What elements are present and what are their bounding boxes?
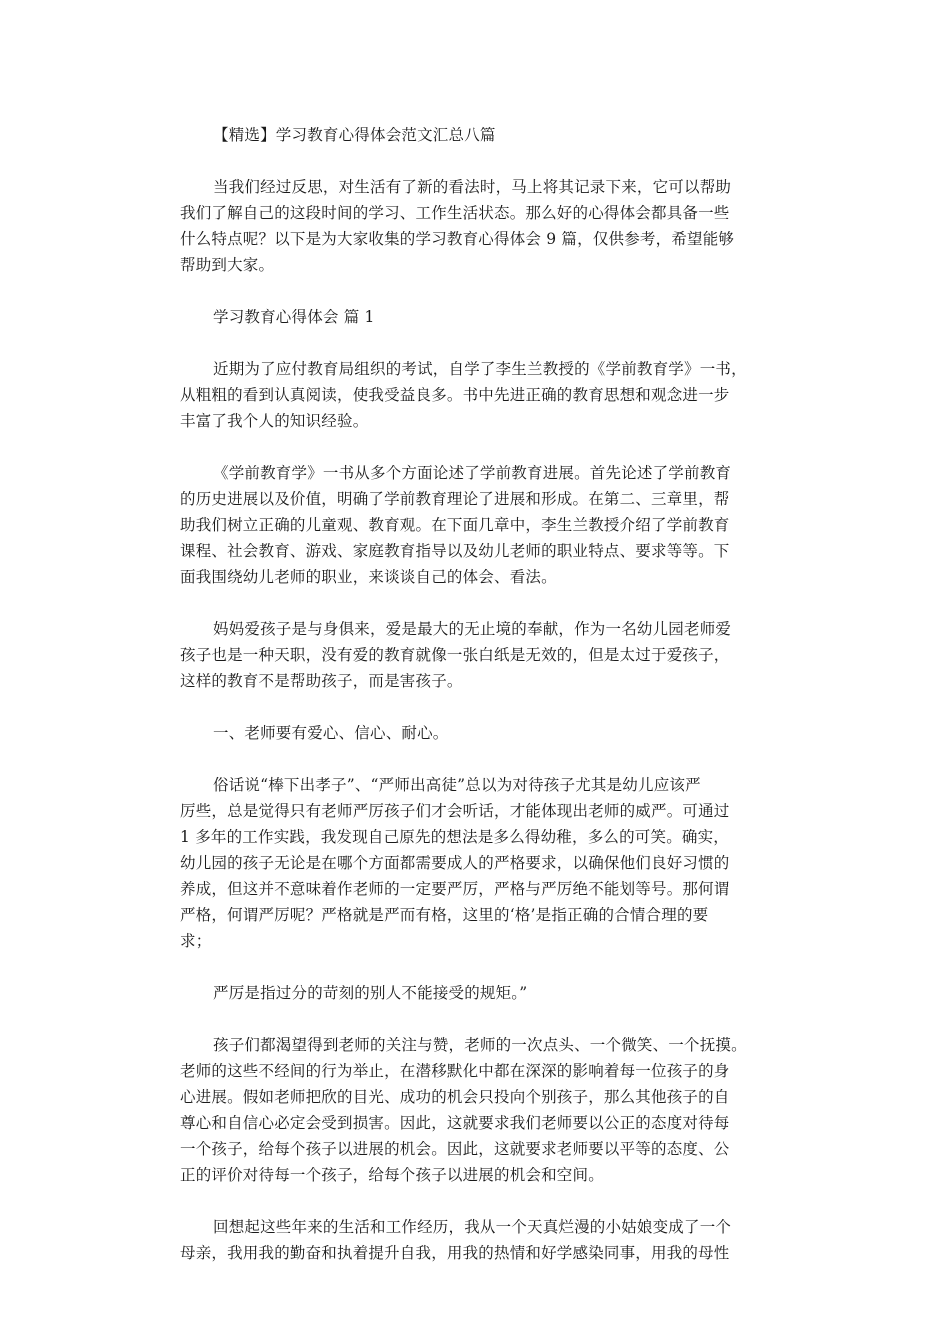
paragraph-line: 1 多年的工作实践，我发现自己原先的想法是多么得幼稚，多么的可笑。确实， <box>180 828 729 846</box>
paragraph-line: 助我们树立正确的儿童观、教育观。在下面几章中，李生兰教授介绍了学前教育 <box>180 516 730 534</box>
paragraph <box>180 356 780 434</box>
paragraph-line: 心进展。假如老师把欣的目光、成功的机会只投向个别孩子，那么其他孩子的自 <box>180 1088 730 1106</box>
paragraph-line: 俗话说“棒下出孝子”、“严师出高徒”总以为对待孩子尤其是幼儿应该严 <box>213 776 701 794</box>
paragraph-gap <box>180 694 780 720</box>
paragraph-line: 当我们经过反思，对生活有了新的看法时，马上将其记录下来，它可以帮助 <box>213 178 732 196</box>
paragraph-line: 尊心和自信心必定会受到损害。因此，这就要求我们老师要以公正的态度对待每 <box>180 1114 730 1132</box>
paragraph-line: 老师的这些不经间的行为举止，在潜移默化中都在深深的影响着每一位孩子的身 <box>180 1062 730 1080</box>
paragraph-line: 从粗粗的看到认真阅读，使我受益良多。书中先进正确的教育思想和观念进一步 <box>180 386 730 404</box>
paragraph-line: 丰富了我个人的知识经验。 <box>180 412 369 430</box>
paragraph-line: 面我围绕幼儿老师的职业，来谈谈自己的体会、看法。 <box>180 568 557 586</box>
paragraph <box>180 772 780 954</box>
paragraph-gap <box>180 590 780 616</box>
paragraph-line: 回想起这些年来的生活和工作经历，我从一个天真烂漫的小姑娘变成了一个 <box>213 1218 732 1236</box>
paragraph <box>180 1032 780 1188</box>
paragraph-gap <box>180 330 780 356</box>
paragraph <box>180 174 780 278</box>
paragraph-line: 我们了解自己的这段时间的学习、工作生活状态。那么好的心得体会都具备一些 <box>180 204 730 222</box>
paragraph <box>180 1214 780 1266</box>
paragraph-line: 孩子们都渴望得到老师的关注与赞，老师的一次点头、一个微笑、一个抚摸。 <box>213 1036 747 1054</box>
paragraph-gap <box>180 148 780 174</box>
paragraph-line: 正的评价对待每一个孩子，给每个孩子以进展的机会和空间。 <box>180 1166 604 1184</box>
document-body <box>180 122 780 1266</box>
paragraph <box>180 616 780 694</box>
paragraph-line: 养成，但这并不意味着作老师的一定要严厉，严格与严厉绝不能划等号。那何谓 <box>180 880 730 898</box>
paragraph <box>180 720 780 746</box>
paragraph-line: 这样的教育不是帮助孩子，而是害孩子。 <box>180 672 463 690</box>
paragraph-line: 学习教育心得体会 篇 1 <box>213 308 375 326</box>
paragraph-line: 严厉是指过分的苛刻的别人不能接受的规矩。” <box>213 984 528 1002</box>
paragraph-line: 厉些，总是觉得只有老师严厉孩子们才会听话，才能体现出老师的威严。可通过 <box>180 802 730 820</box>
paragraph <box>180 980 780 1006</box>
paragraph-gap <box>180 278 780 304</box>
paragraph-line: 的历史进展以及价值，明确了学前教育理论了进展和形成。在第二、三章里，帮 <box>180 490 730 508</box>
paragraph <box>180 304 780 330</box>
paragraph-gap <box>180 434 780 460</box>
paragraph-line: 幼儿园的孩子无论是在哪个方面都需要成人的严格要求，以确保他们良好习惯的 <box>180 854 730 872</box>
paragraph-line: 求； <box>180 932 212 950</box>
paragraph-line: 妈妈爱孩子是与身俱来，爱是最大的无止境的奉献，作为一名幼儿园老师爱 <box>213 620 732 638</box>
paragraph-list <box>180 174 780 1266</box>
paragraph-line: 课程、社会教育、游戏、家庭教育指导以及幼儿老师的职业特点、要求等等。下 <box>180 542 730 560</box>
paragraph-line: 一、老师要有爱心、信心、耐心。 <box>213 724 449 742</box>
paragraph-gap <box>180 746 780 772</box>
paragraph-line: 严格，何谓严厉呢？严格就是严而有格，这里的‘格’是指正确的合情合理的要 <box>180 906 709 924</box>
paragraph-line: 《学前教育学》一书从多个方面论述了学前教育进展。首先论述了学前教育 <box>213 464 732 482</box>
paragraph-gap <box>180 1006 780 1032</box>
paragraph-line: 帮助到大家。 <box>180 256 275 274</box>
paragraph-gap <box>180 1188 780 1214</box>
paragraph-line: 近期为了应付教育局组织的考试，自学了李生兰教授的《学前教育学》一书， <box>213 360 747 378</box>
document-title: 【精选】学习教育心得体会范文汇总八篇 <box>213 126 496 144</box>
paragraph-line: 孩子也是一种天职，没有爱的教育就像一张白纸是无效的，但是太过于爱孩子， <box>180 646 730 664</box>
paragraph-line: 什么特点呢？以下是为大家收集的学习教育心得体会 9 篇，仅供参考，希望能够 <box>180 230 735 248</box>
paragraph-gap <box>180 954 780 980</box>
paragraph-line: 母亲，我用我的勤奋和执着提升自我，用我的热情和好学感染同事，用我的母性 <box>180 1244 730 1262</box>
paragraph-line: 一个孩子，给每个孩子以进展的机会。因此，这就要求老师要以平等的态度、公 <box>180 1140 730 1158</box>
paragraph <box>180 460 780 590</box>
